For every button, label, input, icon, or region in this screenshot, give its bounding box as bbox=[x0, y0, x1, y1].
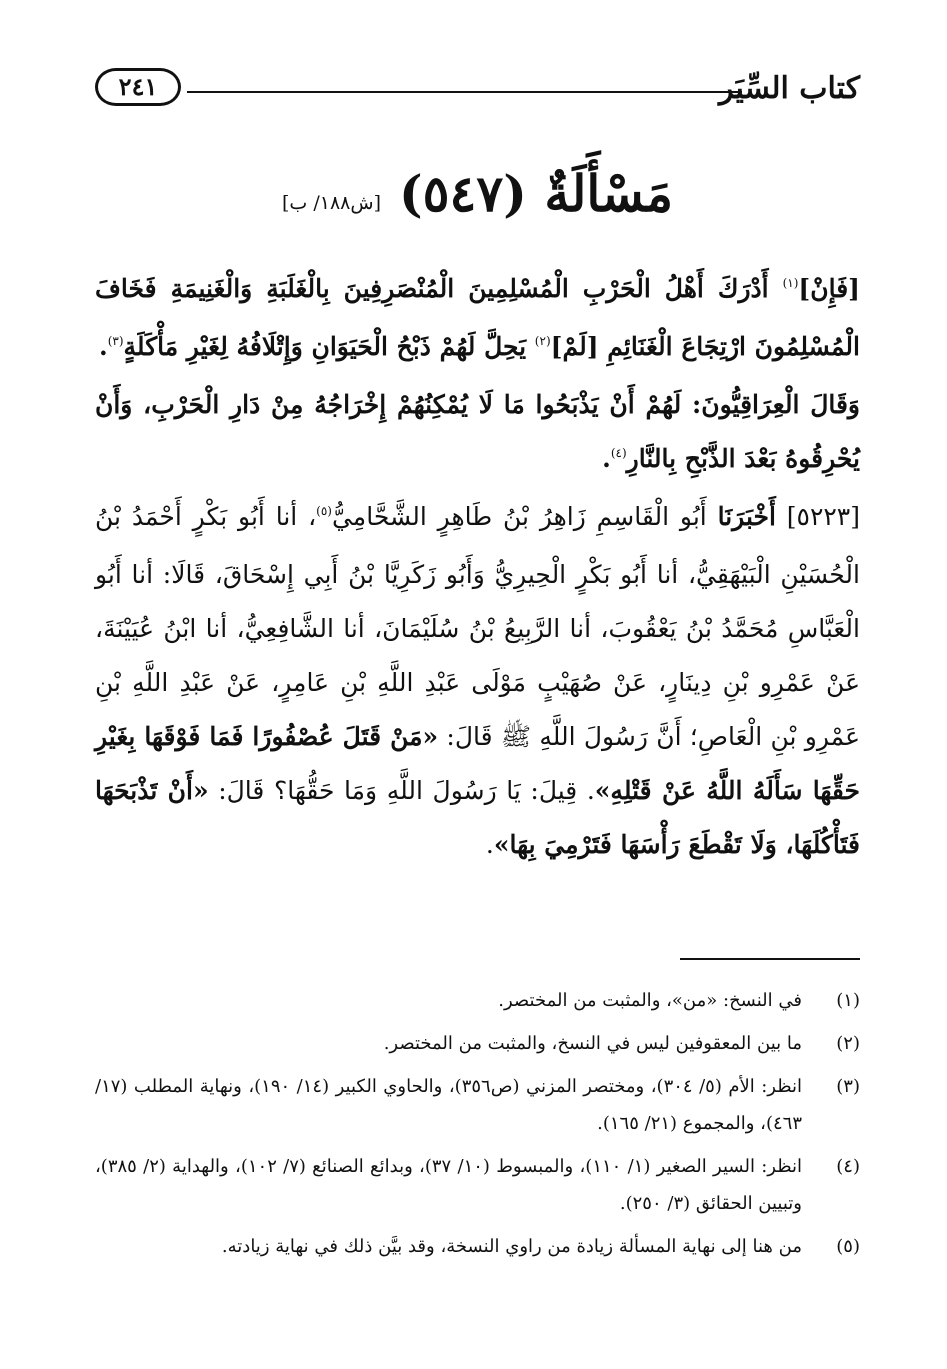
footnote-number: (٤) bbox=[836, 1156, 860, 1177]
paragraph bbox=[95, 490, 860, 872]
emphasized-text: أَدْرَكَ أَهْلُ الْحَرْبِ الْمُسْلِمِينَ الْمُنْصَرِفِينَ بِالْغَلَبَةِ وَالْغَنِيمَةِ فَخَافَ الْمُسْلِمُونَ ارْتِجَاعَ الْغَنَائِمِ [لَمْ] bbox=[95, 274, 860, 361]
emphasized-text: [فَإِنْ] bbox=[798, 274, 860, 303]
footnote bbox=[95, 1068, 860, 1142]
manuscript-folio-reference: [ش١٨٨/ ب] bbox=[282, 192, 381, 214]
emphasized-text: يَحِلَّ لَهُمْ ذَبْحُ الْحَيَوَانِ وَإِتْلَافُهُ لِغَيْرِ مَأْكَلَةٍ bbox=[123, 332, 535, 361]
issue-heading bbox=[95, 150, 860, 230]
emphasized-text: «أَنْ تَذْبَحَهَا فَتَأْكُلَهَا، وَلَا تَقْطَعَ رَأْسَهَا فَتَرْمِيَ بِهَا» bbox=[95, 776, 860, 859]
text-segment: [٥٢٢٣] bbox=[775, 502, 860, 531]
text-segment: . bbox=[485, 830, 494, 859]
footnote-marker: (٤) bbox=[610, 446, 627, 460]
footnote-text: انظر: السير الصغير (١/ ١١٠)، والمبسوط (١٠/ ٣٧)، وبدائع الصنائع (٧/ ١٠٢)، والهداية (٢/ ٣٨٥)، وتبيين الحقائق (٣/ ٢٥٠). bbox=[95, 1156, 802, 1214]
footnote-marker: (٣) bbox=[107, 334, 124, 348]
emphasized-text: . bbox=[602, 444, 611, 473]
footnote bbox=[95, 1148, 860, 1222]
paragraph bbox=[95, 378, 860, 490]
footnote bbox=[95, 1025, 860, 1062]
footnote-number: (٣) bbox=[836, 1076, 860, 1097]
footnote-marker: (٢) bbox=[534, 334, 551, 348]
footnotes bbox=[95, 982, 860, 1271]
footnote-text: في النسخ: «من»، والمثبت من المختصر. bbox=[498, 990, 802, 1011]
page-number: ٢٤١ bbox=[118, 72, 158, 101]
text-segment: أَبُو الْقَاسِمِ زَاهِرُ بْنُ طَاهِرٍ الشَّحَّامِيُّ bbox=[331, 502, 718, 531]
footnote bbox=[95, 1228, 860, 1265]
emphasized-text: وَقَالَ الْعِرَاقِيُّونَ: لَهُمْ أَنْ يَذْبَحُوا مَا لَا يُمْكِنُهُمْ إِخْرَاجُهُ مِنْ دَارِ الْحَرْبِ، وَأَنْ يُحْرِقُوهُ بَعْدَ الذَّبْحِ بِالنَّارِ bbox=[95, 390, 860, 473]
emphasized-text: «مَنْ قَتَلَ عُصْفُورًا فَمَا فَوْقَهَا بِغَيْرِ حَقِّهَا سَأَلَهُ اللَّهُ عَنْ قَتْلِهِ» bbox=[95, 722, 860, 805]
header-rule bbox=[187, 91, 742, 93]
footnote-text: انظر: الأم (٥/ ٣٠٤)، ومختصر المزني (ص٣٥٦)، والحاوي الكبير (١٤/ ١٩٠)، ونهاية المطلب (١٧/ ٤٦٣)، والمجموع (٢١/ ١٦٥). bbox=[95, 1076, 802, 1134]
footnote-number: (٢) bbox=[836, 1033, 860, 1054]
footnote-number: (٥) bbox=[836, 1236, 860, 1257]
text-segment: . قِيلَ: يَا رَسُولَ اللَّهِ وَمَا حَقُّهَا؟ قَالَ: bbox=[208, 776, 595, 805]
emphasized-text: أَخْبَرَنَا bbox=[717, 502, 776, 531]
footnote-separator bbox=[680, 958, 860, 960]
page-header bbox=[95, 64, 860, 112]
main-text bbox=[95, 262, 860, 872]
footnote-marker: (٥) bbox=[316, 504, 332, 518]
running-head-book-title: كتاب السِّيَر bbox=[718, 71, 860, 106]
footnote-marker: (١) bbox=[782, 276, 799, 290]
footnote bbox=[95, 982, 860, 1019]
issue-title: مَسْأَلَةٌ (٥٤٧) bbox=[399, 164, 673, 223]
emphasized-text: . bbox=[98, 332, 108, 361]
footnote-text: من هنا إلى نهاية المسألة زيادة من راوي النسخة، وقد بيَّن ذلك في نهاية زيادته. bbox=[221, 1236, 802, 1257]
paragraph bbox=[95, 262, 860, 378]
footnote-text: ما بين المعقوفين ليس في النسخ، والمثبت من المختصر. bbox=[383, 1033, 802, 1054]
page-number-badge bbox=[95, 68, 181, 106]
footnote-number: (١) bbox=[836, 990, 860, 1011]
text-segment: ، أنا أَبُو بَكْرٍ أَحْمَدُ بْنُ الْحُسَيْنِ الْبَيْهَقِيُّ، أنا أَبُو بَكْرٍ الْحِيرِيُّ وَأَبُو زَكَرِيَّا بْنُ أَبِي إِسْحَاقَ، قَالَا: أنا أَبُو الْعَبَّاسِ مُحَمَّدُ بْنُ يَعْقُوبَ، أنا الرَّبِيعُ بْنُ سُلَيْمَانَ، أنا الشَّافِعِيُّ، أنا ابْنُ عُيَيْنَةَ، عَنْ عَمْرِو بْنِ دِينَارٍ، عَنْ صُهَيْبٍ مَوْلَى عَبْدِ اللَّهِ بْنِ عَامِرٍ، عَنْ عَبْدِ اللَّهِ بْنِ عَمْرِو بْنِ الْعَاصِ؛ أَنَّ رَسُولَ اللَّهِ ﷺ قَالَ: bbox=[95, 502, 860, 751]
